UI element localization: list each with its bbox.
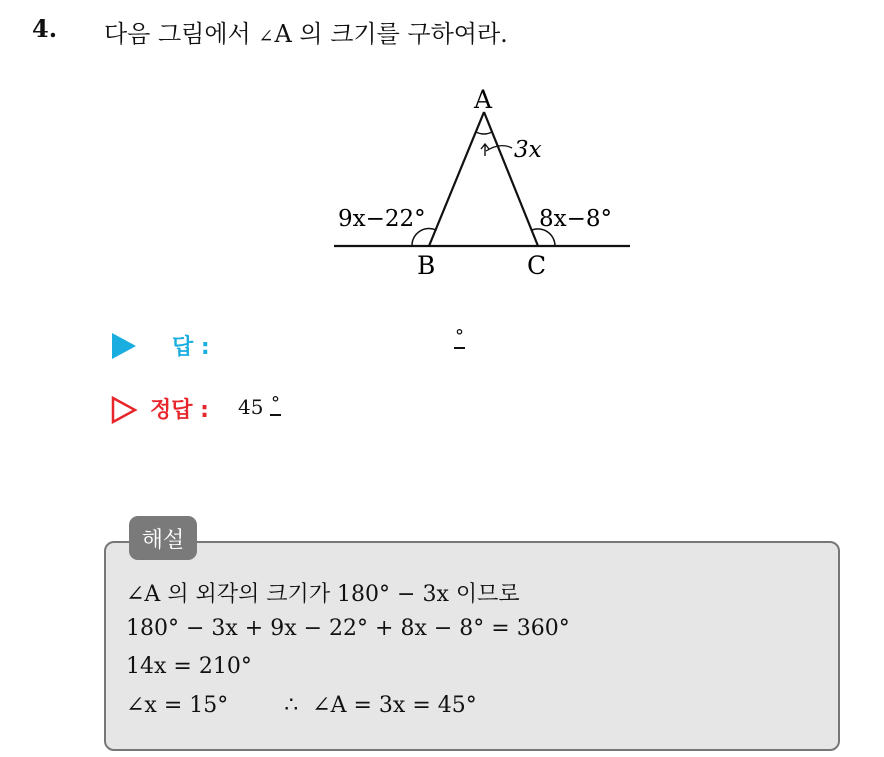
play-arrow-filled-icon (110, 332, 138, 360)
solution-tab: 해설 (129, 516, 197, 560)
play-arrow-outline-icon (110, 396, 138, 424)
solution-line-3: 14x = 210° (126, 654, 252, 679)
question-number: 4. (32, 14, 58, 43)
exterior-c-label: 8x−8° (539, 206, 613, 232)
answer-label: 답 : (172, 335, 210, 360)
vertex-label-b: B (417, 251, 436, 280)
angle-symbol: ∠ (258, 26, 274, 47)
question-text-before: 다음 그림에서 (104, 20, 259, 48)
side-ab (429, 112, 484, 246)
solution-line-2: 180° − 3x + 9x − 22° + 8x − 8° = 360° (126, 616, 570, 641)
angle-a-label: 3x (514, 137, 542, 163)
vertex-label-c: C (527, 251, 547, 280)
solution-line-1: ∠A 의 외각의 크기가 180° − 3x 이므로 (126, 582, 520, 607)
correct-answer-label: 정답 : (150, 398, 209, 423)
correct-answer-unit: ° (271, 393, 280, 414)
angle-arc-a (476, 132, 492, 134)
solution-box (104, 541, 840, 751)
question-text-after: A 의 크기를 구하여라. (274, 20, 508, 48)
correct-answer-value: 45 (238, 395, 264, 419)
solution-line-4: ∠x = 15° ∴ ∠A = 3x = 45° (126, 693, 477, 718)
answer-unit: ° (455, 326, 464, 347)
triangle-figure (0, 0, 884, 320)
exterior-b-label: 9x−22° (338, 206, 426, 232)
vertex-label-a: A (474, 85, 493, 114)
side-ac (484, 112, 538, 246)
